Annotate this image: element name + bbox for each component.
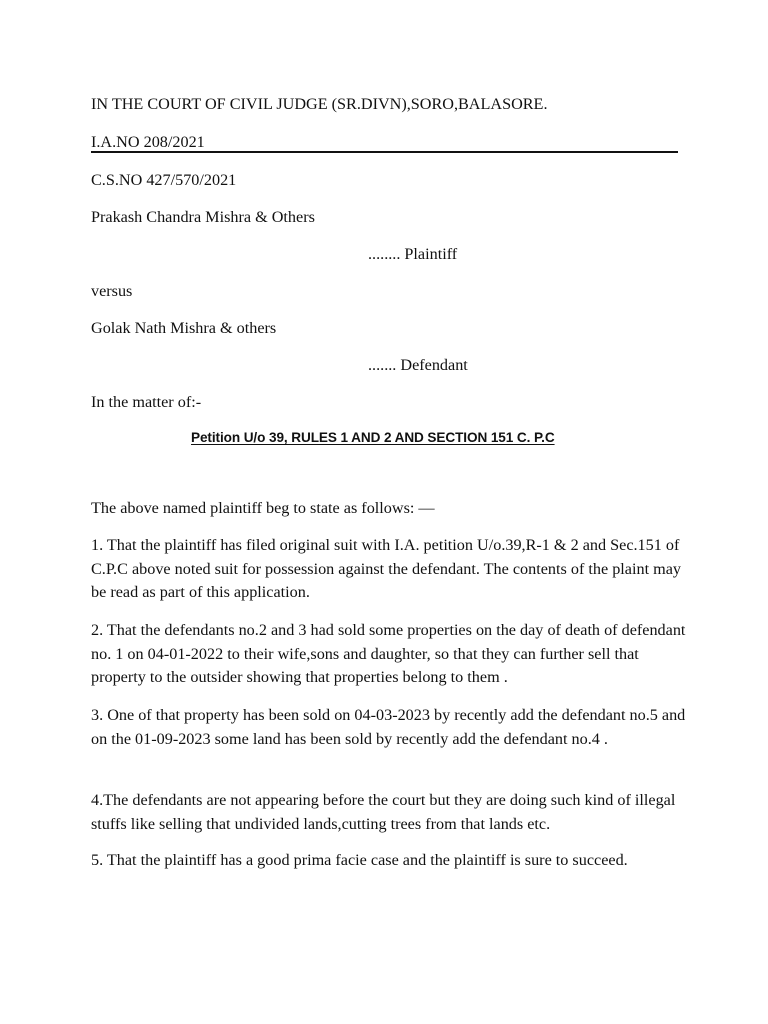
defendant-name: Golak Nath Mishra & others — [91, 319, 277, 337]
versus-text: versus — [91, 282, 133, 300]
opening-statement: The above named plaintiff beg to state as follows: — — [91, 499, 435, 517]
plaintiff-label: ........ Plaintiff — [368, 245, 458, 263]
paragraph-1: 1. That the plaintiff has filed original suit with I.A. petition U/o.39,R-1 & 2 and Sec.151 of C.P.C above noted suit for possession against the defendant. The contents of the plaint may be read as part of this application. — [91, 536, 681, 601]
paragraph-4: 4.The defendants are not appearing before the court but they are doing such kind of illegal stuffs like selling that undivided lands,cutting trees from that lands etc. — [91, 791, 676, 833]
paragraph-3: 3. One of that property has been sold on 04-03-2023 by recently add the defendant no.5 and on the 01-09-2023 some land has been sold by recently add the defendant no.4 . — [91, 706, 686, 748]
plaintiff-name: Prakash Chandra Mishra & Others — [91, 208, 315, 226]
ia-number: I.A.NO 208/2021 — [91, 133, 205, 151]
cs-number: C.S.NO 427/570/2021 — [91, 171, 237, 189]
defendant-label: ....... Defendant — [368, 356, 468, 374]
matter-intro: In the matter of:- — [91, 393, 202, 411]
header-divider — [91, 151, 678, 153]
court-heading: IN THE COURT OF CIVIL JUDGE (SR.DIVN),SORO,BALASORE. — [91, 95, 548, 113]
paragraph-2: 2. That the defendants no.2 and 3 had sold some properties on the day of death of defendant no. 1 on 04-01-2022 to their wife,sons and daughter, so that they can further sell that property to the outsider showing that properties belong to them . — [91, 621, 686, 686]
petition-subject: Petition U/o 39, RULES 1 AND 2 AND SECTION 151 C. P.C — [191, 430, 555, 445]
paragraph-5: 5. That the plaintiff has a good prima facie case and the plaintiff is sure to succeed. — [91, 851, 628, 869]
